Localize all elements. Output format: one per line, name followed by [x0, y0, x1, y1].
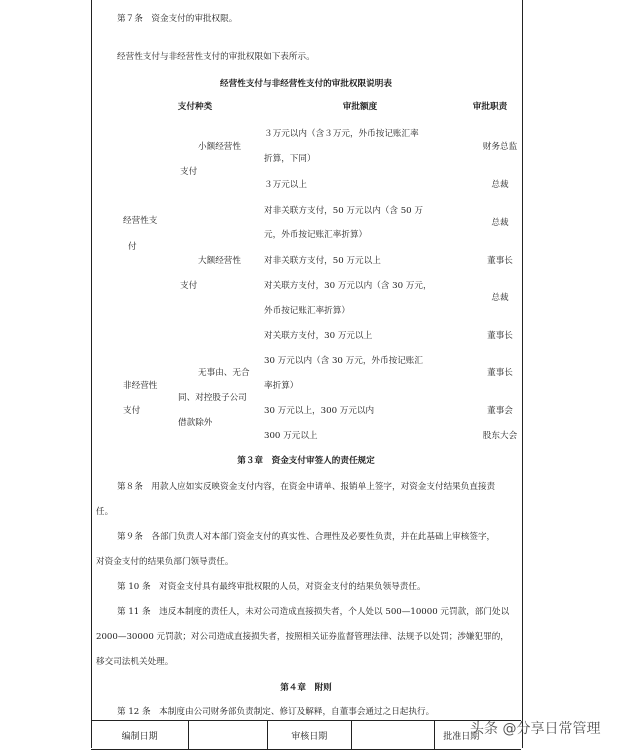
limit-row4: 对非关联方支付，50 万元以上 — [264, 256, 381, 266]
sub-noncond-line2: 同、对控股子公司 — [178, 393, 247, 403]
review-date-label: 审核日期 — [268, 721, 352, 749]
compile-date-value[interactable] — [189, 721, 268, 749]
limit-row3-line1: 对非关联方支付，50 万元以内（含 50 万 — [264, 206, 423, 216]
sub-large-line2: 支付 — [180, 281, 198, 291]
article-11-line1: 第 11 条 违反本制度的责任人，未对公司造成直接损失者，个人处以 500—10000 元罚款，部门处以 — [117, 607, 510, 617]
article-7-intro: 经营性支付与非经营性支付的审批权限如下表所示。 — [117, 52, 315, 62]
limit-row1-line1: ３万元以内（含３万元，外币按记账汇率 — [264, 129, 419, 139]
sub-small-line1: 小额经营性 — [198, 142, 241, 152]
role-row3: 总裁 — [491, 218, 509, 228]
limit-row8: 30 万元以上，300 万元以内 — [264, 406, 375, 416]
role-row8: 董事会 — [487, 406, 513, 416]
limit-row5-line1: 对关联方支付，30 万元以内（含 30 万元， — [264, 281, 432, 291]
limit-row5-line2: 外币按记账汇率折算） — [264, 306, 350, 316]
category-nonoperating-line1: 非经营性 — [123, 381, 158, 391]
signature-row — [91, 720, 521, 750]
category-nonoperating-line2: 支付 — [123, 406, 141, 416]
article-8-line2: 任。 — [96, 507, 114, 517]
header-approval-role: 审批职责 — [472, 102, 508, 112]
limit-row9: 300 万元以上 — [264, 431, 318, 441]
chapter-4-heading: 第４章 附则 — [280, 683, 332, 693]
table-title: 经营性支付与非经营性支付的审批权限说明表 — [220, 79, 392, 89]
article-12: 第 12 条 本制度由公司财务部负责制定、修订及解释，自董事会通过之日起执行。 — [117, 707, 435, 717]
article-7-heading: 第７条 资金支付的审批权限。 — [117, 14, 238, 24]
sub-small-line2: 支付 — [180, 167, 198, 177]
sub-noncond-line1: 无事由、无合 — [198, 368, 250, 378]
chapter-3-heading: 第３章 资金支付审签人的责任规定 — [237, 456, 375, 466]
article-10: 第 10 条 对资金支付具有最终审批权限的人员，对资金支付的结果负领导责任。 — [117, 582, 426, 592]
limit-row3-line2: 元，外币按记账汇率折算） — [264, 230, 368, 240]
article-11-line3: 移交司法机关处理。 — [96, 657, 174, 667]
article-9-line1: 第９条 各部门负责人对本部门资金支付的真实性、合理性及必要性负责，并在此基础上审核签字， — [117, 532, 496, 542]
approve-date-label: 批准日期 — [443, 731, 480, 742]
article-9-line2: 对资金支付的结果负部门领导责任。 — [96, 557, 234, 567]
role-row4: 董事长 — [487, 256, 513, 266]
article-11-line2: 2000—30000 元罚款；对公司造成直接损失者，按照相关证券监督管理法律、法规予以处罚；涉嫌犯罪的， — [96, 632, 509, 642]
role-row2: 总裁 — [491, 180, 509, 190]
role-row9: 股东大会 — [482, 431, 518, 441]
sub-large-line1: 大额经营性 — [198, 256, 241, 266]
limit-row2: ３万元以上 — [264, 180, 307, 190]
role-row7: 董事长 — [487, 368, 513, 378]
sub-noncond-line3: 借款除外 — [178, 418, 213, 428]
category-operating-line2: 付 — [128, 242, 137, 252]
limit-row6: 对关联方支付，30 万元以上 — [264, 331, 373, 341]
watermark: 头条 @分享日常管理 — [470, 721, 601, 737]
category-operating-line1: 经营性支 — [123, 216, 158, 226]
header-approval-limit: 审批额度 — [342, 102, 378, 112]
role-row5: 总裁 — [491, 293, 509, 303]
limit-row7-line2: 率折算） — [264, 381, 299, 391]
review-date-value[interactable] — [352, 721, 436, 749]
article-8-line1: 第８条 用款人应如实反映资金支付内容，在资金申请单、报销单上签字，对资金支付结果负直接责 — [117, 482, 496, 492]
header-payment-type: 支付种类 — [177, 102, 213, 112]
limit-row7-line1: 30 万元以内（含 30 万元，外币按记账汇 — [264, 356, 423, 366]
compile-date-label: 编制日期 — [91, 721, 189, 749]
limit-row1-line2: 折算，下同） — [264, 154, 316, 164]
role-row6: 董事长 — [487, 331, 513, 341]
role-row1: 财务总监 — [482, 142, 518, 152]
